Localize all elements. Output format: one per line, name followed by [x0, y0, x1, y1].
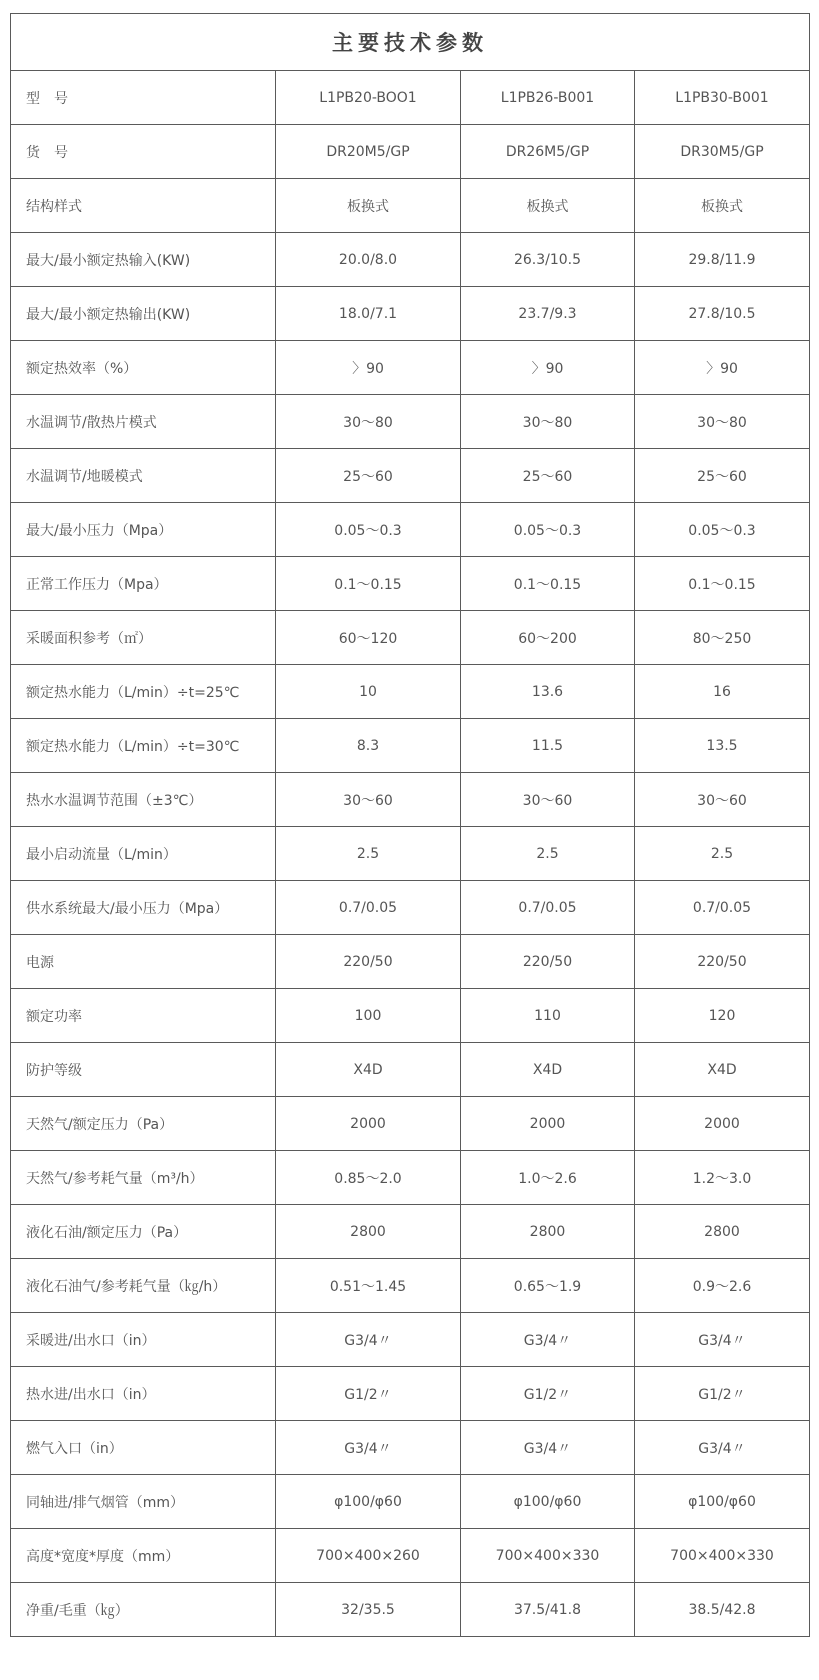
row-label: 最大/最小额定热输出(KW)	[11, 287, 276, 341]
model-2-value: 13.6	[461, 665, 635, 719]
model-2-value: 220/50	[461, 935, 635, 989]
model-3-value: 30～60	[635, 773, 810, 827]
model-3-value: 2800	[635, 1205, 810, 1259]
model-2-value: 37.5/41.8	[461, 1583, 635, 1637]
model-2-value: L1PB26-B001	[461, 71, 635, 125]
model-2-value: 0.65～1.9	[461, 1259, 635, 1313]
row-label: 额定热水能力（L/min）÷t=25℃	[11, 665, 276, 719]
row-label: 天然气/额定压力（Pa）	[11, 1097, 276, 1151]
model-2-value: 2800	[461, 1205, 635, 1259]
table-row	[11, 1313, 810, 1367]
model-2-value: DR26M5/GP	[461, 125, 635, 179]
table-row	[11, 1151, 810, 1205]
model-3-value: 〉90	[635, 341, 810, 395]
spec-table	[10, 13, 810, 1637]
model-1-value: 〉90	[276, 341, 461, 395]
model-2-value: 〉90	[461, 341, 635, 395]
model-1-value: 2800	[276, 1205, 461, 1259]
row-label: 最小启动流量（L/min）	[11, 827, 276, 881]
row-label: 净重/毛重（㎏）	[11, 1583, 276, 1637]
model-1-value: 30～80	[276, 395, 461, 449]
model-3-value: 120	[635, 989, 810, 1043]
model-3-value: 27.8/10.5	[635, 287, 810, 341]
row-label: 正常工作压力（Mpa）	[11, 557, 276, 611]
table-row	[11, 773, 810, 827]
row-label: 额定功率	[11, 989, 276, 1043]
model-3-value: DR30M5/GP	[635, 125, 810, 179]
model-2-value: 11.5	[461, 719, 635, 773]
model-2-value: 60～200	[461, 611, 635, 665]
table-row	[11, 287, 810, 341]
table-row	[11, 665, 810, 719]
table-row	[11, 881, 810, 935]
model-3-value: 1.2～3.0	[635, 1151, 810, 1205]
model-1-value: 2.5	[276, 827, 461, 881]
model-3-value: X4D	[635, 1043, 810, 1097]
row-label: 同轴进/排气烟管（mm）	[11, 1475, 276, 1529]
model-1-value: 32/35.5	[276, 1583, 461, 1637]
table-row	[11, 989, 810, 1043]
table-row	[11, 395, 810, 449]
model-1-value: 0.7/0.05	[276, 881, 461, 935]
model-3-value: 2000	[635, 1097, 810, 1151]
model-2-value: G3/4〃	[461, 1313, 635, 1367]
row-label: 热水水温调节范围（±3℃）	[11, 773, 276, 827]
model-1-value: G3/4〃	[276, 1313, 461, 1367]
model-2-value: 2000	[461, 1097, 635, 1151]
model-1-value: 0.1～0.15	[276, 557, 461, 611]
table-row	[11, 1583, 810, 1637]
table-row	[11, 1205, 810, 1259]
model-1-value: φ100/φ60	[276, 1475, 461, 1529]
row-label: 供水系统最大/最小压力（Mpa）	[11, 881, 276, 935]
row-label: 额定热水能力（L/min）÷t=30℃	[11, 719, 276, 773]
row-label: 水温调节/散热片模式	[11, 395, 276, 449]
table-row	[11, 449, 810, 503]
row-label: 天然气/参考耗气量（m³/h）	[11, 1151, 276, 1205]
model-1-value: DR20M5/GP	[276, 125, 461, 179]
model-2-value: G1/2〃	[461, 1367, 635, 1421]
model-2-value: X4D	[461, 1043, 635, 1097]
model-1-value: 220/50	[276, 935, 461, 989]
model-3-value: 700×400×330	[635, 1529, 810, 1583]
model-2-value: 26.3/10.5	[461, 233, 635, 287]
model-3-value: 0.1～0.15	[635, 557, 810, 611]
model-2-value: 30～80	[461, 395, 635, 449]
model-3-value: 30～80	[635, 395, 810, 449]
table-row	[11, 719, 810, 773]
row-label: 型 号	[11, 71, 276, 125]
model-3-value: L1PB30-B001	[635, 71, 810, 125]
model-3-value: 38.5/42.8	[635, 1583, 810, 1637]
model-3-value: 80～250	[635, 611, 810, 665]
model-1-value: 25～60	[276, 449, 461, 503]
model-3-value: φ100/φ60	[635, 1475, 810, 1529]
model-3-value: 0.7/0.05	[635, 881, 810, 935]
row-label: 防护等级	[11, 1043, 276, 1097]
table-row	[11, 935, 810, 989]
model-3-value: G3/4〃	[635, 1421, 810, 1475]
model-2-value: 0.05～0.3	[461, 503, 635, 557]
table-row	[11, 341, 810, 395]
table-row	[11, 233, 810, 287]
table-row	[11, 1259, 810, 1313]
row-label: 电源	[11, 935, 276, 989]
model-1-value: 2000	[276, 1097, 461, 1151]
model-2-value: φ100/φ60	[461, 1475, 635, 1529]
table-row	[11, 71, 810, 125]
row-label: 货 号	[11, 125, 276, 179]
model-1-value: G1/2〃	[276, 1367, 461, 1421]
model-1-value: 板换式	[276, 179, 461, 233]
row-label: 水温调节/地暖模式	[11, 449, 276, 503]
table-row	[11, 1097, 810, 1151]
model-1-value: L1PB20-BOO1	[276, 71, 461, 125]
table-row	[11, 1529, 810, 1583]
table-row	[11, 557, 810, 611]
table-title: 主要技术参数	[11, 14, 810, 71]
model-3-value: G3/4〃	[635, 1313, 810, 1367]
model-3-value: 13.5	[635, 719, 810, 773]
model-1-value: 0.05～0.3	[276, 503, 461, 557]
model-2-value: 25～60	[461, 449, 635, 503]
model-2-value: 板换式	[461, 179, 635, 233]
row-label: 燃气入口（in）	[11, 1421, 276, 1475]
model-2-value: 2.5	[461, 827, 635, 881]
row-label: 最大/最小压力（Mpa）	[11, 503, 276, 557]
table-row	[11, 827, 810, 881]
model-2-value: G3/4〃	[461, 1421, 635, 1475]
model-1-value: G3/4〃	[276, 1421, 461, 1475]
table-row	[11, 1367, 810, 1421]
table-row	[11, 611, 810, 665]
model-2-value: 1.0～2.6	[461, 1151, 635, 1205]
row-label: 额定热效率（%）	[11, 341, 276, 395]
model-3-value: 0.05～0.3	[635, 503, 810, 557]
model-2-value: 110	[461, 989, 635, 1043]
model-3-value: G1/2〃	[635, 1367, 810, 1421]
row-label: 液化石油气/参考耗气量（㎏/h）	[11, 1259, 276, 1313]
model-3-value: 0.9～2.6	[635, 1259, 810, 1313]
model-2-value: 30～60	[461, 773, 635, 827]
model-2-value: 23.7/9.3	[461, 287, 635, 341]
table-row	[11, 179, 810, 233]
model-1-value: 60～120	[276, 611, 461, 665]
row-label: 最大/最小额定热输入(KW)	[11, 233, 276, 287]
model-1-value: 0.85～2.0	[276, 1151, 461, 1205]
table-row	[11, 503, 810, 557]
title-row	[11, 14, 810, 71]
model-1-value: 18.0/7.1	[276, 287, 461, 341]
row-label: 结构样式	[11, 179, 276, 233]
model-3-value: 29.8/11.9	[635, 233, 810, 287]
table-row	[11, 1421, 810, 1475]
model-1-value: 0.51～1.45	[276, 1259, 461, 1313]
model-2-value: 0.1～0.15	[461, 557, 635, 611]
model-3-value: 16	[635, 665, 810, 719]
model-1-value: 30～60	[276, 773, 461, 827]
table-row	[11, 1475, 810, 1529]
table-row	[11, 125, 810, 179]
model-3-value: 2.5	[635, 827, 810, 881]
model-2-value: 0.7/0.05	[461, 881, 635, 935]
model-3-value: 25～60	[635, 449, 810, 503]
row-label: 高度*宽度*厚度（mm）	[11, 1529, 276, 1583]
row-label: 热水进/出水口（in）	[11, 1367, 276, 1421]
model-1-value: 10	[276, 665, 461, 719]
model-1-value: 700×400×260	[276, 1529, 461, 1583]
model-2-value: 700×400×330	[461, 1529, 635, 1583]
table-row	[11, 1043, 810, 1097]
model-1-value: 8.3	[276, 719, 461, 773]
model-1-value: 20.0/8.0	[276, 233, 461, 287]
row-label: 液化石油/额定压力（Pa）	[11, 1205, 276, 1259]
model-1-value: 100	[276, 989, 461, 1043]
row-label: 采暖进/出水口（in）	[11, 1313, 276, 1367]
model-1-value: X4D	[276, 1043, 461, 1097]
row-label: 采暖面积参考（㎡）	[11, 611, 276, 665]
model-3-value: 220/50	[635, 935, 810, 989]
spec-body	[11, 71, 810, 1637]
model-3-value: 板换式	[635, 179, 810, 233]
